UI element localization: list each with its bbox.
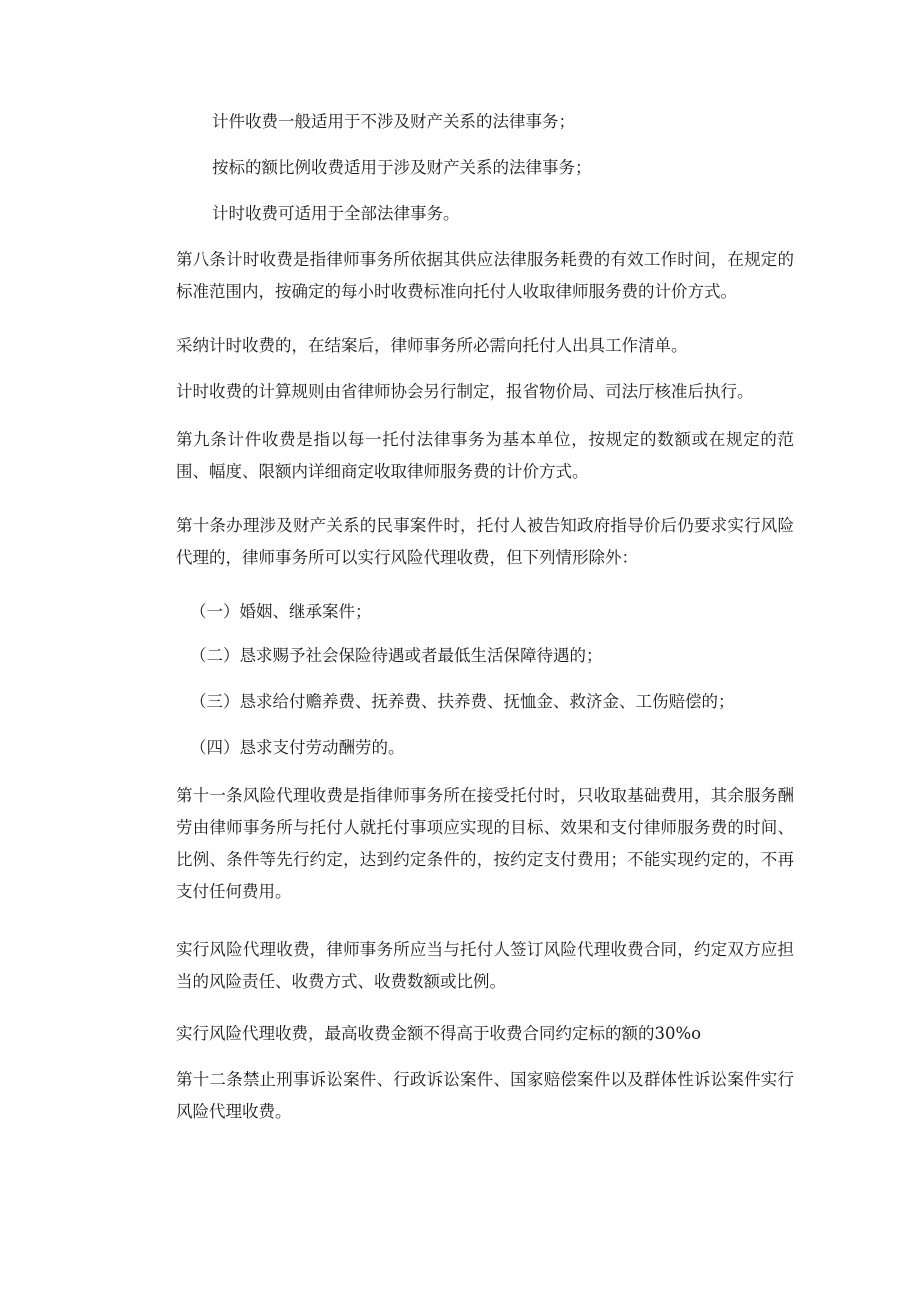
paragraph-article-10: 第十条办理涉及财产关系的民事案件时，托付人被告知政府指导价后仍要求实行风险代理的，律师事务所可以实行风险代理收费，但下列情形除外： bbox=[176, 516, 794, 567]
paragraph-risk-cap: 实行风险代理收费，最高收费金额不得高于收费合同约定标的额的30%o bbox=[176, 1024, 702, 1043]
list-item-exception-4: （四）恳求支付劳动酬劳的。 bbox=[190, 738, 405, 757]
paragraph-article-12: 第十二条禁止刑事诉讼案件、行政诉讼案件、国家赔偿案件以及群体性诉讼案件实行风险代理收费。 bbox=[176, 1070, 794, 1121]
paragraph-article-11: 第十一条风险代理收费是指律师事务所在接受托付时，只收取基础费用，其余服务酬劳由律师事务所与托付人就托付事项应实现的目标、效果和支付律师服务费的时间、比例、条件等先行约定，达到约定条件的，按约定支付费用；不能实现约定的，不再支付任何费用。 bbox=[176, 786, 794, 901]
paragraph-article-8: 第八条计时收费是指律师事务所依据其供应法律服务耗费的有效工作时间，在规定的标准范围内，按确定的每小时收费标准向托付人收取律师服务费的计价方式。 bbox=[176, 250, 794, 301]
paragraph-hourly-scope: 计时收费可适用于全部法律事务。 bbox=[212, 204, 460, 223]
paragraph-proportional-scope: 按标的额比例收费适用于涉及财产关系的法律事务； bbox=[212, 158, 592, 177]
list-item-exception-3: （三）恳求给付赡养费、抚养费、扶养费、抚恤金、救济金、工伤赔偿的； bbox=[190, 692, 735, 711]
list-item-exception-1: （一）婚姻、继承案件； bbox=[190, 602, 372, 621]
paragraph-hourly-rules: 计时收费的计算规则由省律师协会另行制定，报省物价局、司法厅核准后执行。 bbox=[176, 382, 754, 401]
paragraph-risk-contract: 实行风险代理收费，律师事务所应当与托付人签订风险代理收费合同，约定双方应担当的风险责任、收费方式、收费数额或比例。 bbox=[176, 940, 794, 991]
paragraph-work-list: 采纳计时收费的，在结案后，律师事务所必需向托付人出具工作清单。 bbox=[176, 336, 688, 355]
list-item-exception-2: （二）恳求赐予社会保险待遇或者最低生活保障待遇的； bbox=[190, 646, 603, 665]
paragraph-article-9: 第九条计件收费是指以每一托付法律事务为基本单位，按规定的数额或在规定的范围、幅度、限额内详细商定收取律师服务费的计价方式。 bbox=[176, 430, 794, 481]
paragraph-piecework-scope: 计件收费一般适用于不涉及财产关系的法律事务； bbox=[212, 112, 575, 131]
